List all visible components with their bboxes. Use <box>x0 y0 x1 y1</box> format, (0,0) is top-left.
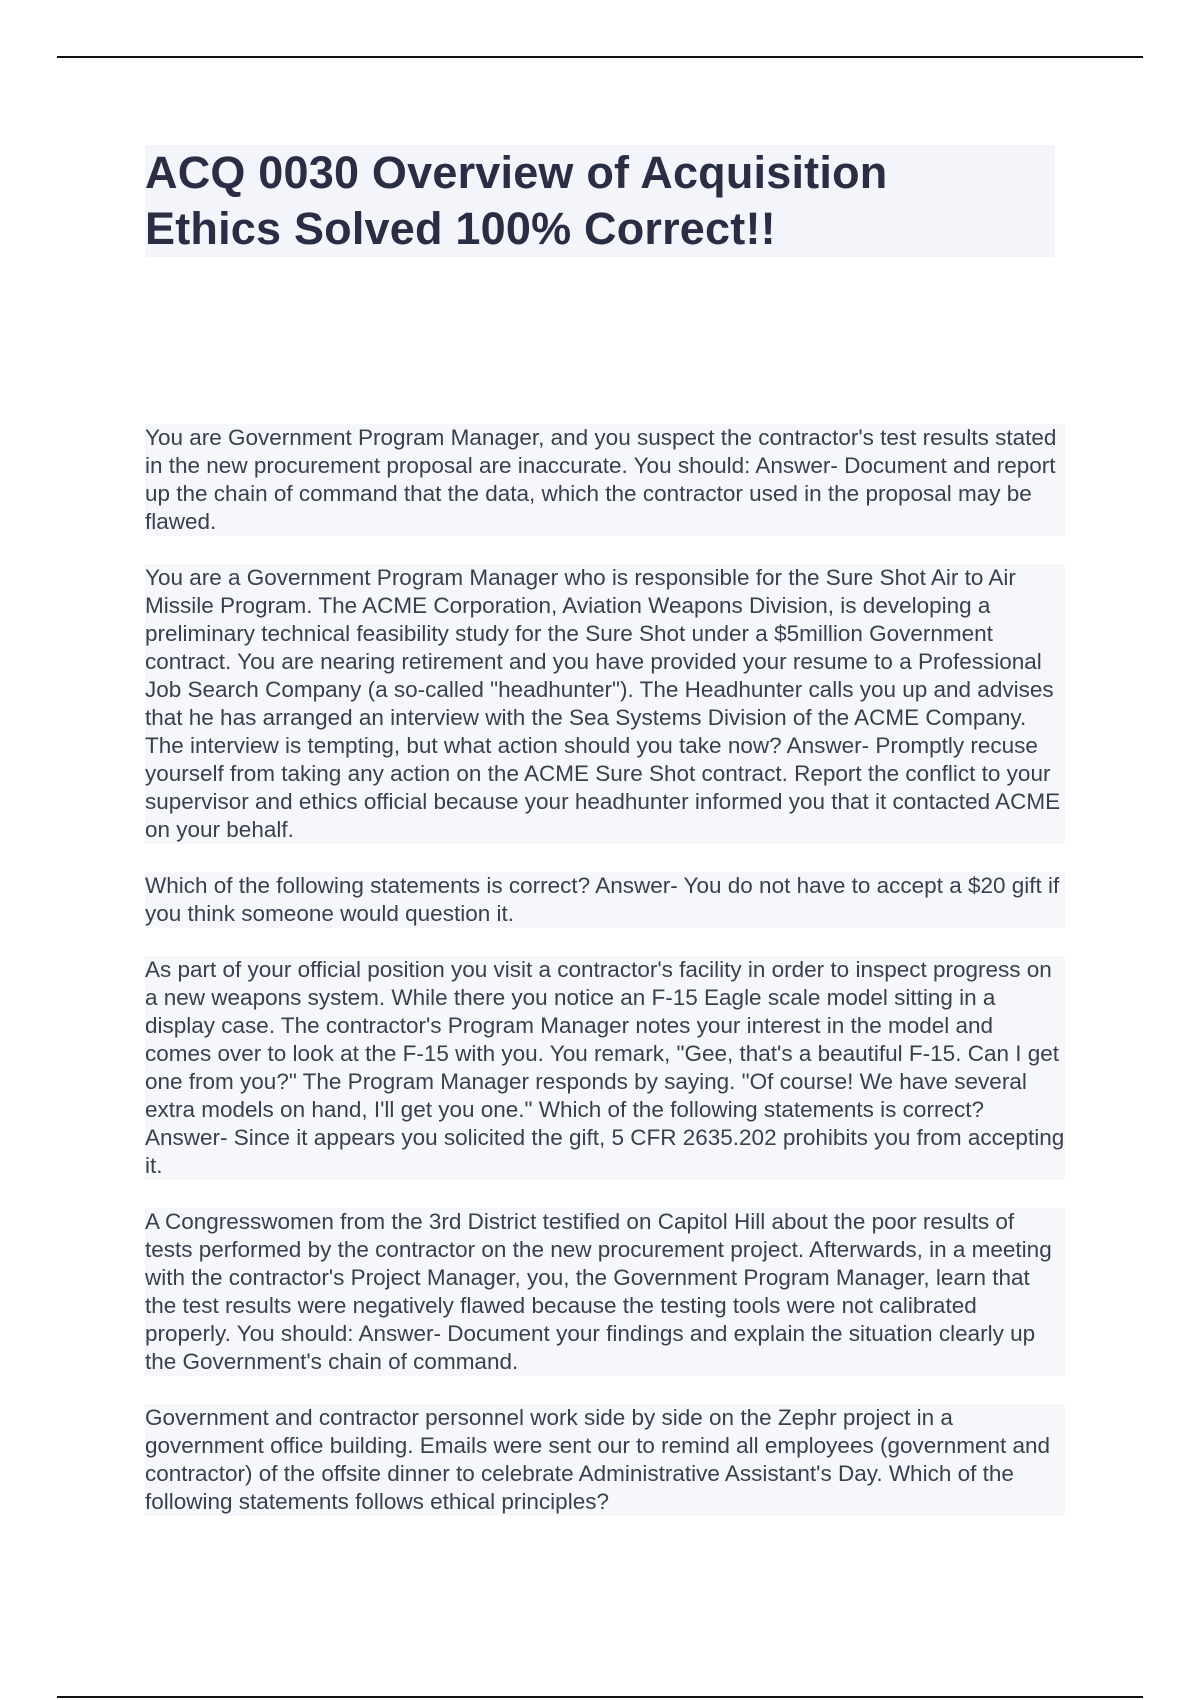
header-rule <box>57 56 1143 58</box>
question-paragraph-3: Which of the following statements is correct? Answer- You do not have to accept a $20 gift if you think someone would question it. <box>145 872 1065 928</box>
document-title <box>145 145 1055 257</box>
question-paragraph-5: A Congresswomen from the 3rd District testified on Capitol Hill about the poor results of tests performed by the contractor on the new procurement project. Afterwards, in a meeting with the contractor's Project Manager, you, the Government Program Manager, learn that the test results were negatively flawed because the testing tools were not calibrated properly. You should: Answer- Document your findings and explain the situation clearly up the Government's chain of command. <box>145 1208 1065 1376</box>
question-paragraph-4: As part of your official position you visit a contractor's facility in order to inspect progress on a new weapons system. While there you notice an F-15 Eagle scale model sitting in a display case. The contractor's Program Manager notes your interest in the model and comes over to look at the F-15 with you. You remark, "Gee, that's a beautiful F-15. Can I get one from you?" The Program Manager responds by saying. "Of course! We have several extra models on hand, I'll get you one." Which of the following statements is correct? Answer- Since it appears you solicited the gift, 5 CFR 2635.202 prohibits you from accepting it. <box>145 957 1065 1178</box>
document-body <box>145 424 1065 1544</box>
question-paragraph-1: You are Government Program Manager, and you suspect the contractor's test results stated in the new procurement proposal are inaccurate. You should: Answer- Document and report up the chain of command that the data, which the contractor used in the proposal may be flawed. <box>145 424 1065 536</box>
title-block <box>145 145 1055 257</box>
title-line-2: Ethics Solved 100% Correct!! <box>145 203 776 254</box>
question-paragraph-6: Government and contractor personnel work side by side on the Zephr project in a government office building. Emails were sent our to remind all employees (government and contractor) of the offsite dinner to celebrate Administrative Assistant's Day. Which of the following statements follows ethical principles? <box>145 1404 1065 1516</box>
footer-rule <box>57 1696 1143 1698</box>
question-paragraph-2: You are a Government Program Manager who is responsible for the Sure Shot Air to Air Missile Program. The ACME Corporation, Aviation Weapons Division, is developing a preliminary technical feasibility study for the Sure Shot under a $5million Government contract. You are nearing retirement and you have provided your resume to a Professional Job Search Company (a so-called "headhunter"). The Headhunter calls you up and advises that he has arranged an interview with the Sea Systems Division of the ACME Company. The interview is tempting, but what action should you take now? Answer- Promptly recuse yourself from taking any action on the ACME Sure Shot contract. Report the conflict to your supervisor and ethics official because your headhunter informed you that it contacted ACME on your behalf. <box>145 564 1065 844</box>
title-line-1: ACQ 0030 Overview of Acquisition <box>145 147 888 198</box>
